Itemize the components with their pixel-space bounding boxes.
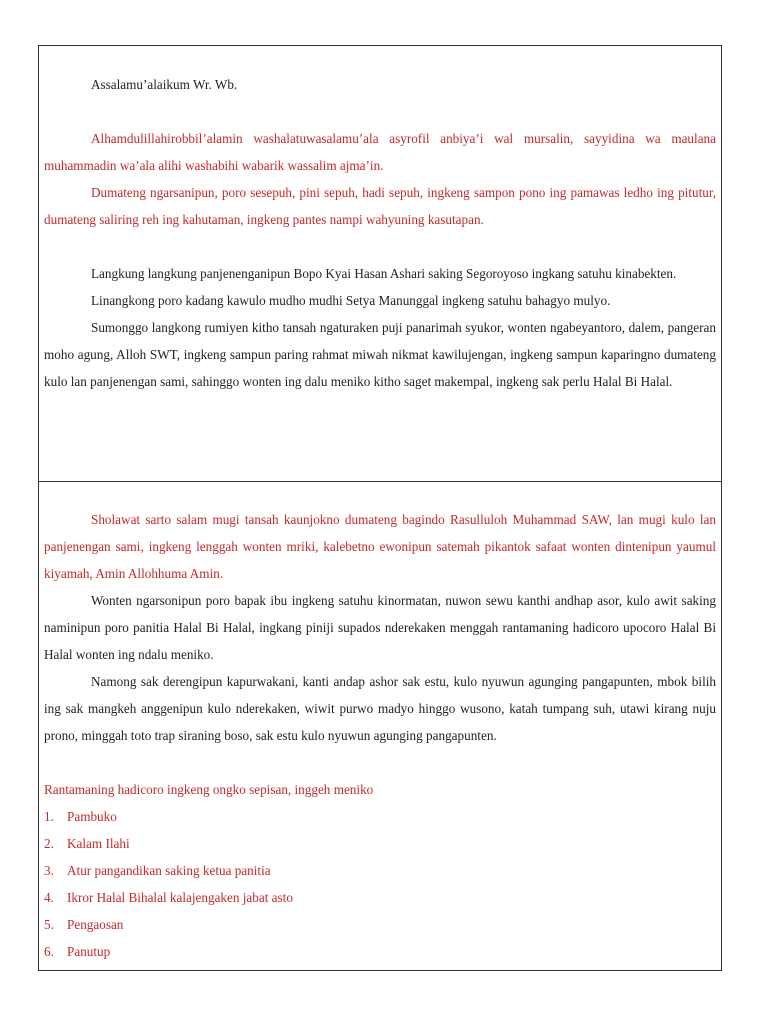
agenda-item-label: Kalam Ilahi: [67, 836, 130, 851]
agenda-item: [44, 938, 716, 965]
spacer: [44, 233, 716, 260]
sholawat-paragraph: Sholawat sarto salam mugi tansah kaunjokno dumateng bagindo Rasulluloh Muhammad SAW, lan mugi kulo lan panjenengan sami, ingkeng lenggah wonten mriki, kalebetno ewonipun satemah pikantok safaat wonten dintenipun yaumul kiyamah, Amin Allohhuma Amin.: [44, 512, 716, 581]
agenda-heading: Rantamaning hadicoro ingkeng ongko sepisan, inggeh meniko: [44, 782, 374, 797]
honor-kyai-paragraph: Langkung langkung panjenenganipun Bopo Kyai Hasan Ashari saking Segoroyoso ingkang satuhu kinabekten.: [91, 266, 677, 281]
greeting: Assalamu’alaikum Wr. Wb.: [91, 77, 238, 92]
speech-section-2: [38, 481, 722, 971]
opening-prayer: Alhamdulillahirobbil’alamin washalatuwasalamu’ala asyrofil anbiya’i wal mursalin, sayyidina wa maulana muhammadin wa’ala alihi washabihi wabarik wassalim ajma’in.: [44, 131, 716, 173]
honor-youth-paragraph: Linangkong poro kadang kawulo mudho mudhi Setya Manunggal ingkeng satuhu bahagyo mulyo.: [91, 293, 611, 308]
agenda-item-label: Pambuko: [67, 809, 117, 824]
agenda-item-number: 3.: [44, 863, 54, 878]
agenda-item-number: 2.: [44, 836, 54, 851]
spacer: [44, 98, 716, 125]
agenda-item-label: Ikror Halal Bihalal kalajengaken jabat asto: [67, 890, 293, 905]
agenda-item-label: Pengaosan: [67, 917, 124, 932]
agenda-item-number: 5.: [44, 917, 54, 932]
agenda-item: [44, 830, 716, 857]
spacer: [44, 749, 716, 776]
gratitude-paragraph: Sumonggo langkong rumiyen kitho tansah ngaturaken puji panarimah syukor, wonten ngabeyantoro, dalem, pangeran moho agung, Alloh SWT, ingkeng sampun paring rahmat miwah nikmat kawilujengan, ingkeng sampun kaparingno dumateng kulo lan panjenengan sami, sahinggo wonten ing dalu meniko kitho saget makempal, ingkeng sak perlu Halal Bi Halal.: [44, 320, 716, 389]
introduction-paragraph: Wonten ngarsonipun poro bapak ibu ingkeng satuhu kinormatan, nuwon sewu kanthi andhap asor, kulo awit saking naminipun poro panitia Halal Bi Halal, ingkang piniji supados nderekaken menggah rantamaning hadicoro upocoro Halal Bi Halal wonten ing ndalu meniko.: [44, 593, 716, 662]
agenda-item: [44, 803, 716, 830]
addressees-paragraph: Dumateng ngarsanipun, poro sesepuh, pini sepuh, hadi sepuh, ingkeng sampon pono ing pamawas ledho ing pitutur, dumateng saliring reh ing kahutaman, ingkeng pantes nampi wahyuning kasutapan.: [44, 185, 716, 227]
agenda-item-number: 1.: [44, 809, 54, 824]
agenda-item-label: Atur pangandikan saking ketua panitia: [67, 863, 271, 878]
agenda-item-number: 6.: [44, 944, 54, 959]
agenda-item: [44, 884, 716, 911]
speech-section-1: [38, 45, 722, 482]
apology-paragraph: Namong sak derengipun kapurwakani, kanti andap ashor sak estu, kulo nyuwun agunging pangapunten, mbok bilih ing sak mangkeh anggenipun kulo nderekaken, wiwit purwo madyo hinggo wusono, katah tumpang suh, utawi kirang nuju prono, minggah toto trap siraning boso, sak estu kulo nyuwun agunging pangapunten.: [44, 674, 716, 743]
agenda-item-number: 4.: [44, 890, 54, 905]
agenda-item: [44, 911, 716, 938]
agenda-item: [44, 857, 716, 884]
agenda-item-label: Panutup: [67, 944, 111, 959]
agenda-list: [44, 803, 716, 965]
